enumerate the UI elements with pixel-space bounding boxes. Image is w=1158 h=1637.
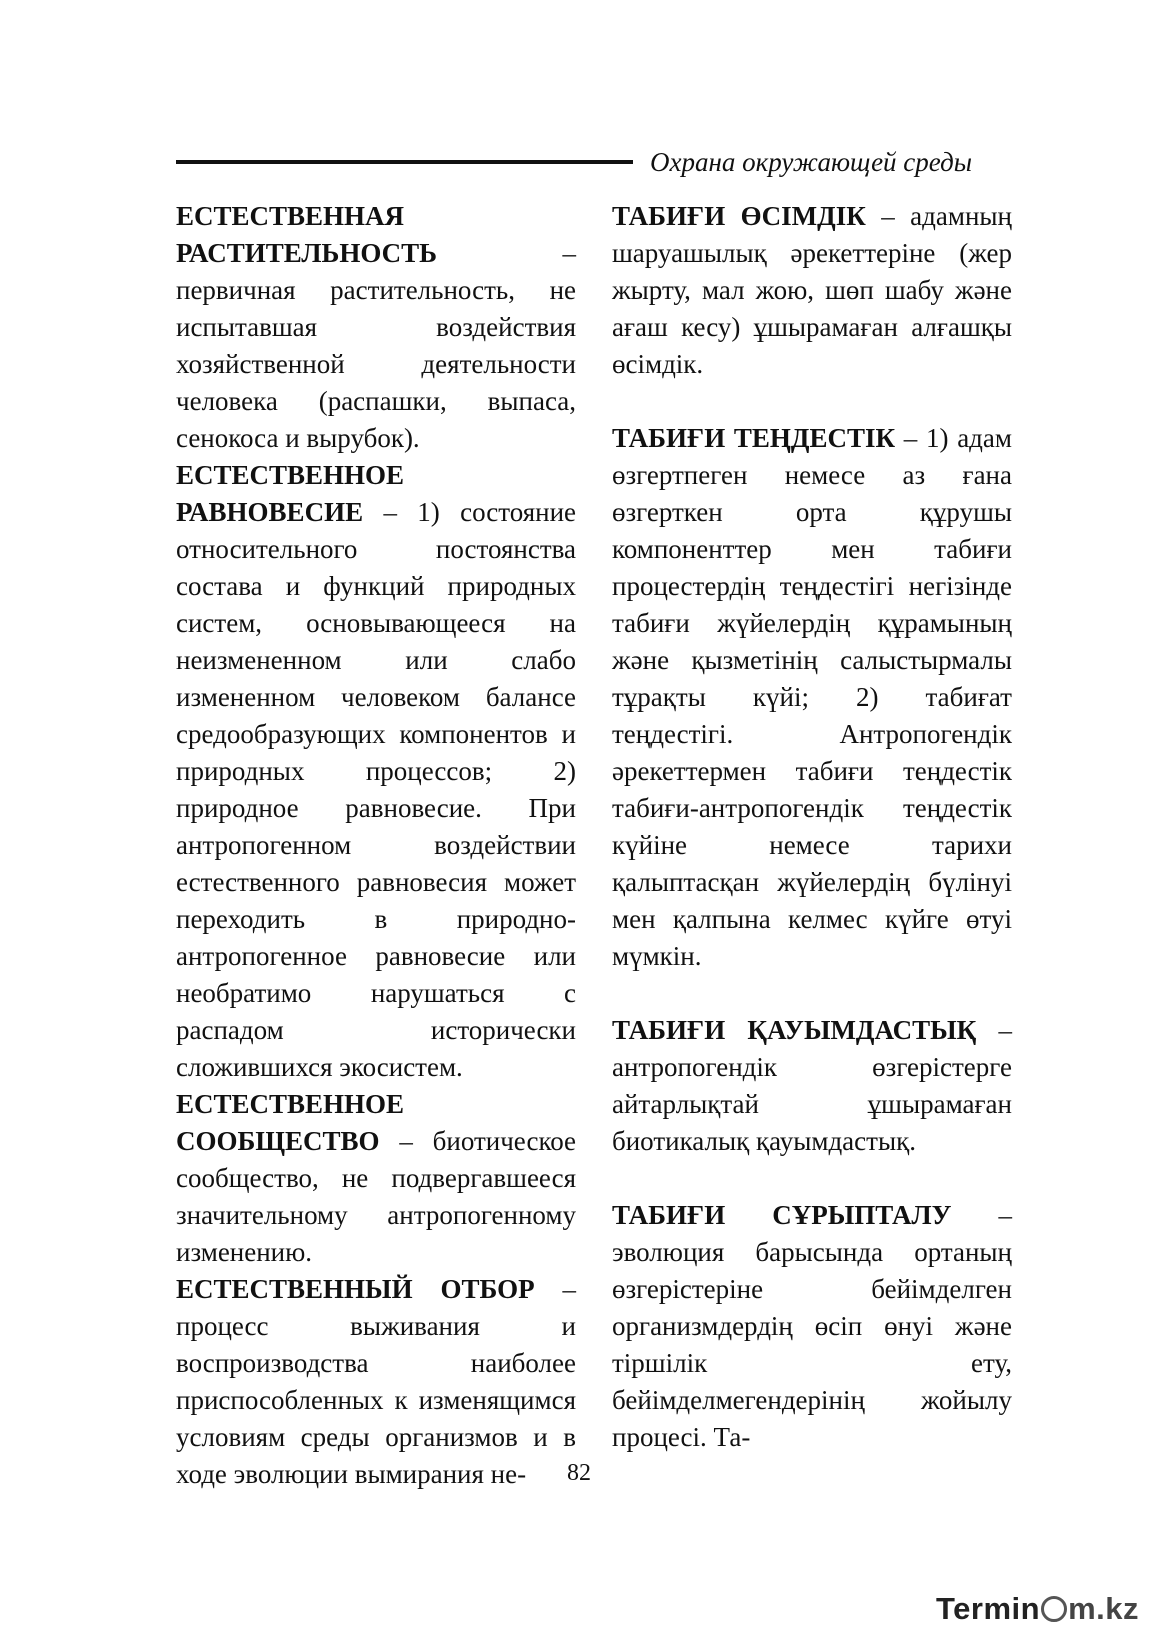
entry-definition: – процесс выживания и воспроизводства наиболее приспособленных к изменящимся условиям среды организмов и в ходе эволюции вымирания не- xyxy=(176,1274,576,1489)
glossary-entry xyxy=(612,198,1012,383)
entry-term: ЕСТЕСТВЕННОЕ СООБЩЕСТВО xyxy=(176,1089,405,1156)
glossary-entry xyxy=(176,1086,576,1271)
glossary-entry xyxy=(176,198,576,457)
page-number: 82 xyxy=(567,1460,591,1486)
right-column xyxy=(612,198,1012,1456)
entry-term: ЕСТЕСТВЕННАЯ РАСТИТЕЛЬНОСТЬ xyxy=(176,201,438,268)
entry-definition: – антропогендік өзгерістерге айтарлықтай ұшырамаған биотикалық қауымдастық. xyxy=(612,1015,1012,1156)
watermark-text: Termin xyxy=(936,1591,1041,1626)
watermark-text-domain: m.kz xyxy=(1068,1591,1139,1626)
glossary-entry xyxy=(612,1197,1012,1456)
entry-term: ТАБИҒИ ТЕҢДЕСТІК xyxy=(612,423,896,453)
left-column xyxy=(176,198,576,1493)
entry-definition: – биотическое сообщество, не подвергавшееся значительному антропогенному изменению. xyxy=(176,1126,577,1267)
glossary-entry xyxy=(612,1012,1012,1160)
entry-definition: – 1) состояние относительного постоянства состава и функций природных систем, основывающееся на неизмененном или слабо измененном человеком балансе средообразующих компонентов и природных процессов; 2) природное равновесие. При антропогенном воздействии естественного равновесия может переходить в природно-антропогенное равновесие или необратимо нарушаться с распадом исторически сложившихся экосистем. xyxy=(176,497,576,1082)
entry-term: ТАБИҒИ ҚАУЫМДАСТЫҚ xyxy=(612,1015,977,1045)
entry-definition: – адамның шаруашылық әрекеттеріне (жер жырту, мал жою, шөп шабу және ағаш кесу) ұшырамаған алғашқы өсімдік. xyxy=(612,201,1012,379)
glossary-entry xyxy=(176,457,576,1086)
entry-definition: – первичная растительность, не испытавшая воздействия хозяйственной деятельности человека (распашки, выпаса, сенокоса и вырубок). xyxy=(176,238,576,453)
glossary-entry xyxy=(612,420,1012,975)
header-rule xyxy=(176,160,633,164)
watermark-ring-icon xyxy=(1041,1596,1067,1622)
entry-term: ЕСТЕСТВЕННОЕ РАВНОВЕСИЕ xyxy=(176,460,405,527)
watermark-logo xyxy=(936,1591,1146,1631)
entry-definition: – 1) адам өзгертпеген немесе аз ғана өзгерткен орта құрушы компоненттер мен табиғи процестердің теңдестігі негізінде табиғи жүйелердің құрамының және қызметінің салыстырмалы тұрақты күйі; 2) табиғат теңдестігі. Антропогендік әрекеттермен табиғи теңдестік табиғи-антропогендік теңдестік күйіне немесе тарихи қалыптасқан жүйелердің бүлінуі мен қалпына келмес күйге өтуі мүмкін. xyxy=(612,423,1012,971)
running-title: Охрана окружающей среды xyxy=(650,147,973,177)
entry-definition: – эволюция барысында ортаның өзгерістеріне бейімделген организмдердің өсіп өнуі және тіршілік ету, бейімделмегендерінің жойылу процесі. Та- xyxy=(612,1200,1013,1452)
entry-term: ЕСТЕСТВЕННЫЙ ОТБОР xyxy=(176,1274,535,1304)
entry-term: ТАБИҒИ ӨСІМДІК xyxy=(612,201,866,231)
entry-term: ТАБИҒИ СҰРЫПТАЛУ xyxy=(612,1200,952,1230)
